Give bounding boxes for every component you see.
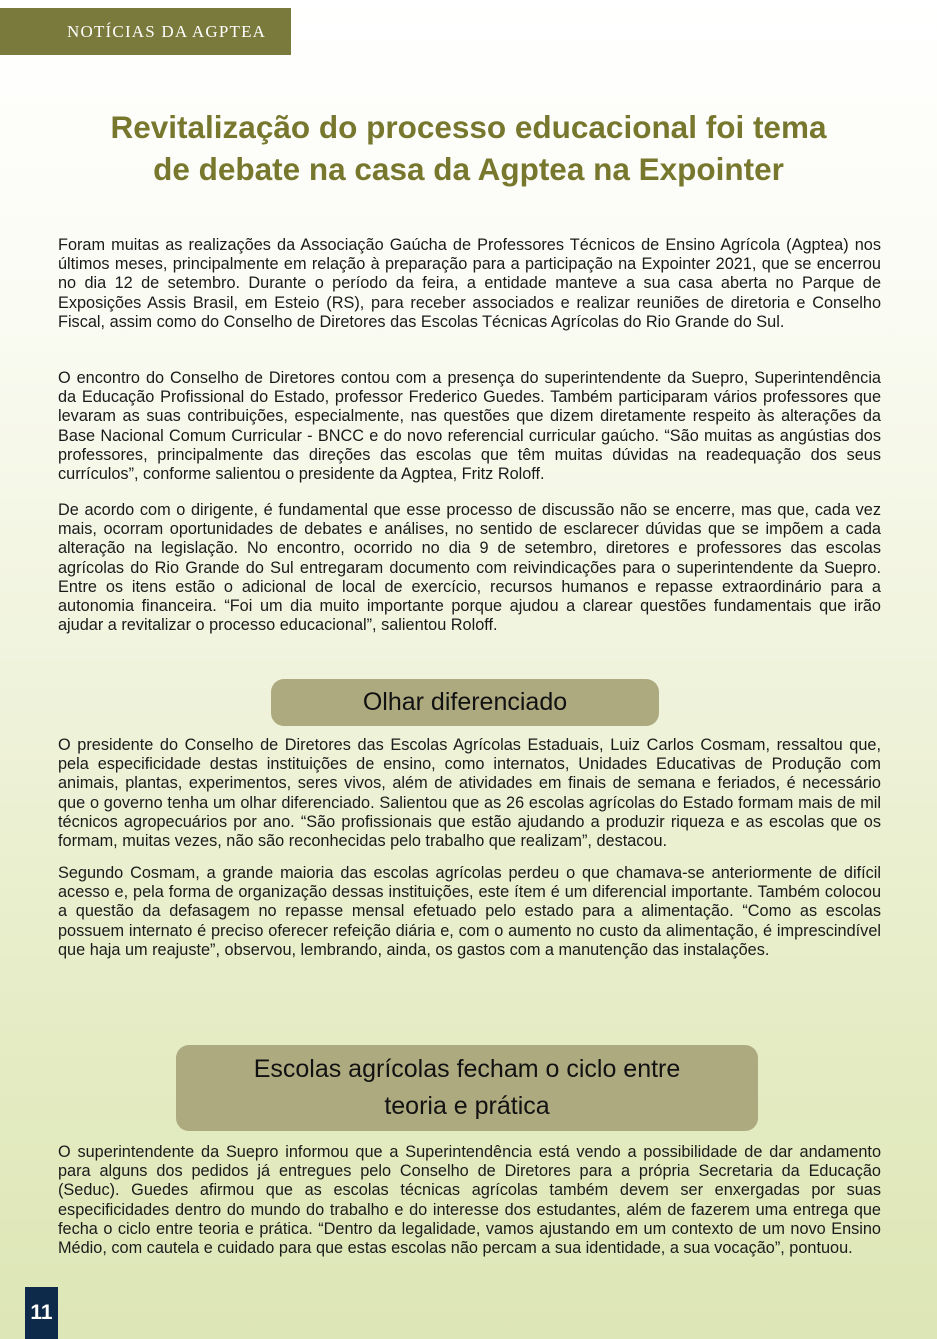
section2-paragraph: O superintendente da Suepro informou que a Superintendência está vendo a possibilidade de dar andamento para alguns dos pedidos já entregues pelo Conselho de Diretores para a própria Secretaria da Educação (Seduc). Guedes afirmou que as escolas técnicas agrícolas também devem ser enxergadas por suas especificidades dentro do mundo do trabalho e do interesse dos estudantes, além de fazerem uma entrega que fecha o ciclo entre teoria e prática. “Dentro da legalidade, vamos ajustando em um contexto de um novo Ensino Médio, com cautela e cuidado para que estas escolas não percam a sua identidade, a sua vocação”, pontuou. <box>58 1143 881 1258</box>
article-paragraph: De acordo com o dirigente, é fundamental que esse processo de discussão não se encerre, mas que, cada vez mais, ocorram oportunidades de debates e análises, no sentido de esclarecer dúvidas que se impõem a cada alteração na legislação. No encontro, ocorrido no dia 9 de setembro, diretores e professores das escolas agrícolas do Rio Grande do Sul entregaram documento com reivindicações para o superintendente da Suepro. Entre os itens estão o adicional de local de exercício, recursos humanos e repasse extraordinário para a autonomia financeira. “Foi um dia muito importante porque ajudou a clarear questões fundamentais que irão ajudar a revitalizar o processo educacional”, salientou Roloff. <box>58 501 881 635</box>
section1-paragraph: Segundo Cosmam, a grande maioria das escolas agrícolas perdeu o que chamava-se anteriormente de difícil acesso e, pela forma de organização dessas instituições, este ítem é um diferencial importante. Também colocou a questão da defasagem no repasse mensal efetuado pelo estado para a alimentação. “Como as escolas possuem internato é preciso oferecer refeição diária e, com o aumento no custo da alimentação, é imprescindível que haja um reajuste”, observou, lembrando, ainda, os gastos com a manutenção das instalações. <box>58 864 881 959</box>
section-heading-line: teoria e prática <box>384 1092 550 1120</box>
section-heading-text: Olhar diferenciado <box>362 688 568 716</box>
section1-paragraph: O presidente do Conselho de Diretores das Escolas Agrícolas Estaduais, Luiz Carlos Cosmam, ressaltou que, pela especificidade destas instituições de ensino, como internatos, Unidades Educativas de Produção com animais, plantas, experimentos, seres vivos, além de atividades em finais de semana e feriados, é necessário que o governo tenha um olhar diferenciado. Salientou que as 26 escolas agrícolas do Estado formam mais de mil técnicos agropecuários por ano. “São profissionais que estão ajudando a produzir riqueza e as escolas que os formam, muitas vezes, não são reconhecidas pelo trabalho que realizam”, destacou. <box>58 736 881 851</box>
section-heading-escolas-agricolas <box>176 1045 758 1131</box>
section-label: NOTÍCIAS DA AGPTEA <box>0 8 291 55</box>
section-heading-line: Escolas agrícolas fecham o ciclo entre <box>253 1055 681 1083</box>
article-paragraph: Foram muitas as realizações da Associação Gaúcha de Professores Técnicos de Ensino Agrícola (Agptea) nos últimos meses, principalmente em relação à preparação para a participação na Expointer 2021, que se encerrou no dia 12 de setembro. Durante o período da feira, a entidade manteve a sua casa aberta no Parque de Exposições Assis Brasil, em Esteio (RS), para receber associados e realizar reuniões de diretoria e Conselho Fiscal, assim como do Conselho de Diretores das Escolas Técnicas Agrícolas do Rio Grande do Sul. <box>58 236 881 331</box>
page-number: 11 <box>25 1287 58 1339</box>
article-title-line: Revitalização do processo educacional foi tema <box>110 109 827 145</box>
article-title <box>40 106 897 190</box>
article-paragraph: O encontro do Conselho de Diretores contou com a presença do superintendente da Suepro, Superintendência da Educação Profissional do Estado, professor Frederico Guedes. Também participaram vários professores que levaram as suas contribuições, especialmente, nas questões que dizem diretamente respeito às alterações da Base Nacional Comum Curricular - BNCC e do novo referencial curricular gaúcho. “São muitas as angústias dos professores, principalmente das direções das escolas que têm muitas dúvidas na readequação dos seus currículos”, conforme salientou o presidente da Agptea, Fritz Roloff. <box>58 369 881 484</box>
article-title-line: de debate na casa da Agptea na Expointer <box>153 151 784 187</box>
section-heading-olhar-diferenciado <box>271 679 659 726</box>
